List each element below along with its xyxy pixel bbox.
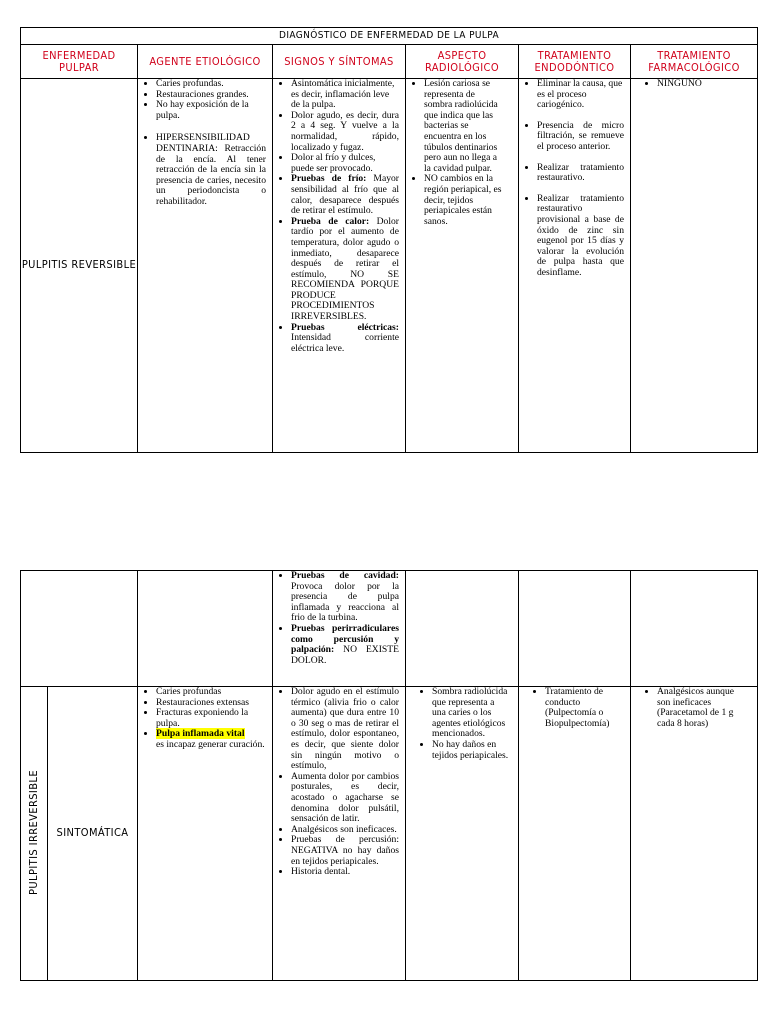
continued-empty-cell	[21, 571, 138, 687]
reversible-agente-cell	[138, 79, 273, 453]
continued-endo-cell	[519, 571, 631, 687]
row-label-pulpitis-reversible: PULPITIS REVERSIBLE	[21, 79, 138, 453]
list-item: • Pruebas perirradiculares como percusión y palpación: NO EXISTE DOLOR.	[291, 624, 399, 666]
irreversible-endo-cell	[519, 687, 631, 981]
list-item: • NO cambios en la región periapical, es decir, tejidos periapicales están sanos.	[424, 174, 504, 227]
header-agente: AGENTE ETIOLÓGICO	[138, 45, 273, 79]
reversible-signos-cell	[273, 79, 406, 453]
irreversible-agente-cell	[138, 687, 273, 981]
agente-note: es incapaz generar curación.	[156, 738, 265, 750]
header-enfermedad: ENFERMEDAD PULPAR	[21, 45, 138, 79]
list-item: • Dolor agudo en el estímulo térmico (alivia frio o calor aumenta) que dura entre 10 o 30 seg o mas de retirar el estímulo, dolor espontaneo, es decir, que siente dolor sin ningún motivo o estímulo,	[291, 687, 399, 772]
irreversible-farm-cell	[631, 687, 758, 981]
continued-agente-cell	[138, 571, 273, 687]
row-label-sintomatica: SINTOMÁTICA	[48, 687, 138, 981]
list-item: • Pruebas de cavidad: Provoca dolor por la presencia de pulpa inflamada y reacciona al frio de la turbina.	[291, 571, 399, 624]
continued-signos-cell	[273, 571, 406, 687]
header-farmacologico: TRATAMIENTO FARMACOLÓGICO	[631, 45, 758, 79]
reversible-farm-cell	[631, 79, 758, 453]
list-item: • No hay exposición de la pulpa.	[156, 100, 266, 121]
list-item: • Fracturas exponiendo la pulpa.	[156, 708, 266, 729]
list-item: • Restauraciones grandes.	[156, 90, 266, 101]
reversible-aspecto-cell	[406, 79, 519, 453]
list-item: • Pruebas de frío: Mayor sensibilidad al frío que al calor, desaparece después de retirar el estímulo.	[291, 174, 399, 216]
diagnosis-table-page1	[20, 27, 758, 453]
list-item: • Analgésicos son ineficaces.	[291, 825, 399, 836]
list-item: • Sombra radiolúcida que representa a una caries o los agentes etiológicos mencionados.	[432, 687, 510, 740]
header-endodontico: TRATAMIENTO ENDODÓNTICO	[519, 45, 631, 79]
list-item: • Historia dental.	[291, 867, 399, 878]
list-item: • Lesión cariosa se representa de sombra radiolúcida que indica que las bacterias se encuentra en los túbulos dentinarios pero aun no llega a la cavidad pulpar.	[424, 79, 504, 174]
list-item: • Tratamiento de conducto (Pulpectomía o Biopulpectomía)	[545, 687, 624, 729]
list-item: • Caries profundas	[156, 687, 266, 698]
list-item: • Dolor agudo, es decir, dura 2 a 4 seg. Y vuelve a la normalidad, rápido, localizado y fugaz.	[291, 111, 399, 153]
list-item: • Pruebas eléctricas: Intensidad corriente eléctrica leve.	[291, 323, 399, 355]
list-item: • Dolor al frío y dulces, puede ser provocado.	[291, 153, 399, 174]
continued-aspecto-cell	[406, 571, 519, 687]
list-item: • Restauraciones extensas	[156, 698, 266, 709]
list-item: • Analgésicos aunque son ineficaces (Paracetamol de 1 g cada 8 horas)	[657, 687, 747, 729]
list-item: • Realizar tratamiento restaurativo.	[537, 163, 624, 184]
list-item: • Eliminar la causa, que es el proceso cariogénico.	[537, 79, 624, 111]
list-item: • Caries profundas.	[156, 79, 266, 90]
list-item: • NINGUNO	[657, 79, 753, 90]
diagnosis-table-page2	[20, 570, 758, 981]
list-item: • No hay daños en tejidos periapicales.	[432, 740, 510, 761]
continued-farm-cell	[631, 571, 758, 687]
list-item: • HIPERSENSIBILIDAD DENTINARIA: Retracción de la encía. Al tener retracción de la encía sin la presencia de caries, necesito un periodoncista o rehabilitador.	[156, 133, 266, 207]
table-title: DIAGNÓSTICO DE ENFERMEDAD DE LA PULPA	[21, 28, 758, 45]
header-aspecto: ASPECTO RADIOLÓGICO	[406, 45, 519, 79]
irreversible-signos-cell	[273, 687, 406, 981]
list-item: • Presencia de micro filtración, se remueve el proceso anterior.	[537, 121, 624, 153]
header-signos: SIGNOS Y SÍNTOMAS	[273, 45, 406, 79]
list-item: • Aumenta dolor por cambios posturales, es decir, acostado o agacharse se denomina dolor pulsátil, sensación de latir.	[291, 772, 399, 825]
list-item: • Prueba de calor: Dolor tardío por el aumento de temperatura, dolor agudo o inmediato, desaparece después de retirar el estímulo, NO SE RECOMIENDA PORQUE PRODUCE PROCEDIMIENTOS IRREVERSIBLES.	[291, 217, 399, 323]
list-item: • Realizar tratamiento restaurativo provisional a base de óxido de zinc sin eugenol por 15 días y valorar la evolución de pulpa hasta que desinflame.	[537, 194, 624, 279]
irreversible-aspecto-cell	[406, 687, 519, 981]
list-item: • Asintomática inicialmente, es decir, inflamación leve de la pulpa.	[291, 79, 399, 111]
row-label-pulpitis-irreversible: PULPITIS IRREVERSIBLE	[21, 687, 48, 981]
reversible-endo-cell	[519, 79, 631, 453]
list-item: • Pruebas de percusión: NEGATIVA no hay daños en tejidos periapicales.	[291, 835, 399, 867]
highlighted-text: Pulpa inflamada vital	[156, 728, 245, 740]
